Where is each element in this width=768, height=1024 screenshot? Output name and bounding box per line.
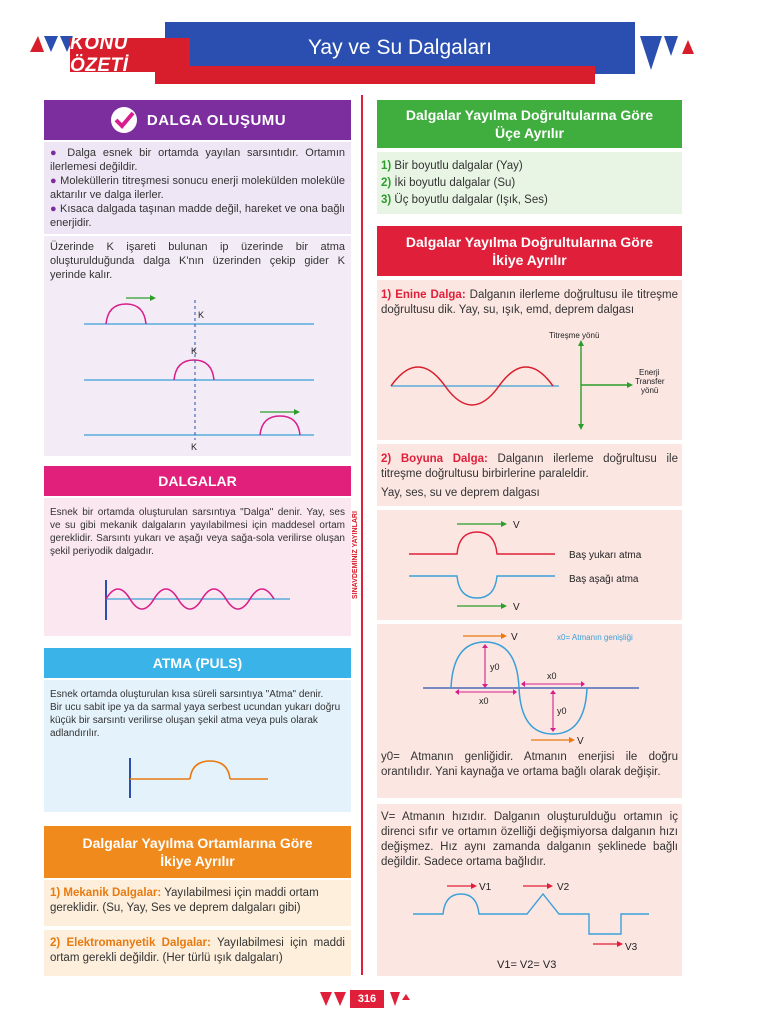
ortam-header	[44, 826, 351, 878]
atma-diagram	[124, 752, 284, 802]
boyuna-panel	[377, 444, 682, 506]
list-text: Üç boyutlu dalgalar (Işık, Ses)	[391, 194, 548, 206]
dalga-olusumu-bullets	[44, 142, 351, 234]
v-label: V	[513, 520, 520, 531]
list-item	[381, 192, 678, 209]
velocity-equation: V1= V2= V3	[497, 959, 557, 971]
bas-panel	[377, 510, 682, 620]
list-text: İki boyutlu dalgalar (Su)	[391, 177, 516, 189]
dalga-olusumu-text: Üzerinde K işareti bulunan ip üzerinde bir atma oluşturulduğunda dalga K'nın üzerinden çekip gider K yerinde kalır.	[50, 241, 345, 281]
transfer-label: Transfer	[635, 377, 665, 386]
page-number: 316	[350, 990, 384, 1008]
iki-title-line1: Dalgalar Yayılma Doğrultularına Göre	[405, 234, 654, 250]
elektromanyetik-item	[44, 930, 351, 976]
mekanik-label: 1) Mekanik Dalgalar:	[50, 887, 162, 899]
ortam-title-line1: Dalgalar Yayılma Ortamlarına Göre	[82, 835, 313, 851]
bullet-item: ● Kısaca dalgada taşınan madde değil, hareket ve ona bağlı enerjidir.	[50, 203, 345, 229]
publisher-vertical-text: SINAVDEMİNİZ YAYINLARI	[352, 511, 359, 599]
footer-left-chevron-icon	[318, 990, 348, 1008]
header-right-chevron-icon	[640, 34, 700, 74]
k-label: K	[198, 310, 205, 320]
boyuna-label: 2) Boyuna Dalga:	[381, 453, 488, 465]
header-red-stripe	[155, 66, 595, 84]
dalgalar-header: DALGALAR	[44, 466, 351, 496]
dalga-olusumu-header	[44, 100, 351, 140]
y0-label: y0	[557, 706, 567, 716]
atma-text1: Esnek ortamda oluşturulan kısa süreli sarsıntıya "Atma" denir.	[50, 689, 324, 700]
v-label: V	[511, 632, 518, 643]
list-num: 3)	[381, 194, 392, 206]
iki-title-line2: İkiye Ayrılır	[492, 252, 567, 268]
page-title: Yay ve Su Dalgaları	[307, 36, 493, 59]
atma-text2: Bir ucu sabit ipe ya da sarmal yaya serbest ucundan yukarı doğru küçük bir sarsıntı verilirse oluşan şekil atma veya puls olarak adlandırılır.	[50, 702, 341, 739]
bullet-text: Dalga esnek bir ortamda yayılan sarsıntıdır. Ortamın ilerlemesi değildir.	[50, 147, 345, 173]
enine-diagram	[377, 328, 682, 436]
konu-ozeti-badge: KONU ÖZETİ	[70, 38, 190, 72]
list-item	[381, 158, 678, 175]
bullet-item: ● Moleküllerin titreşmesi sonucu enerji molekülden moleküle aktarılır ve dalga ilerler.	[50, 175, 345, 201]
k-rope-diagram	[44, 292, 351, 456]
uc-header	[377, 100, 682, 148]
enine-panel	[377, 280, 682, 440]
dalgalar-panel	[44, 498, 351, 636]
titresme-label: Titreşme yönü	[549, 331, 600, 340]
genlik-panel	[377, 624, 682, 798]
boyuna-text: Dalganın ilerleme doğrultusu ile titreşme doğrultusu birbirlerine paraleldir.	[381, 453, 678, 480]
list-item	[381, 175, 678, 192]
check-icon	[109, 105, 139, 135]
ortam-title-line2: İkiye Ayrılır	[160, 853, 235, 869]
list-num: 1)	[381, 160, 392, 172]
elektromanyetik-label: 2) Elektromanyetik Dalgalar:	[50, 937, 211, 949]
list-num: 2)	[381, 177, 392, 189]
k-label: K	[191, 346, 198, 356]
bas-asagi-label: Baş aşağı atma	[569, 574, 639, 585]
v2-label: V2	[557, 882, 570, 893]
enine-label: 1) Enine Dalga:	[381, 289, 466, 301]
v1-label: V1	[479, 882, 492, 893]
yonu-label: yönü	[641, 386, 659, 395]
atma-header: ATMA (PULS)	[44, 648, 351, 678]
bullet-text: Kısaca dalgada taşınan madde değil, hareket ve ona bağlı enerjidir.	[50, 203, 345, 229]
dalga-olusumu-title: DALGA OLUŞUMU	[146, 111, 287, 129]
v-label: V	[513, 602, 520, 613]
x0-note: x0= Atmanın genişliği	[557, 633, 633, 642]
uc-list	[377, 152, 682, 214]
iki-header	[377, 226, 682, 276]
mekanik-text: Yayılabilmesi için maddi ortam gereklidir. (Su, Yay, Ses ve deprem dalgaları gibi)	[50, 887, 319, 914]
atma-panel	[44, 680, 351, 812]
dalga-olusumu-figure-panel	[44, 236, 351, 456]
mekanik-item	[44, 880, 351, 926]
hiz-diagram	[377, 878, 682, 976]
bas-diagram	[377, 510, 682, 620]
y0-label: y0	[490, 662, 500, 672]
bas-yukari-label: Baş yukarı atma	[569, 550, 642, 561]
enerji-label: Enerji	[639, 368, 660, 377]
dalgalar-text: Esnek bir ortamda oluşturulan sarsıntıya "Dalga" denir. Yay, ses ve su gibi mekanik dalgaların yayılabilmesi için maddesel ortam gereklidir. Sarsıntı yukarı ve aşağı veya sağa-sola verilirse oluşan şekil periyodik dalgadır.	[50, 507, 345, 557]
v3-label: V3	[625, 942, 638, 953]
hiz-text: V= Atmanın hızıdır. Dalganın oluşturulduğu ortamın iç direnci sıfır ve ortamın özelliği değişmiyorsa dalganın hızı değişmez. Hız aynı zamanda dalganın şeklinede bağlı değildir. Sadece ortama bağlıdır.	[381, 811, 678, 868]
x0-label: x0	[547, 671, 557, 681]
hiz-panel	[377, 804, 682, 976]
genlik-text: y0= Atmanın genliğidir. Atmanın enerjisi ile doğru orantılıdır. Yani kaynağa ve ortama bağlı olarak değişir.	[381, 751, 678, 778]
bullet-item: ● Dalga esnek bir ortamda yayılan sarsıntıdır. Ortamın ilerlemesi değildir.	[50, 147, 345, 173]
genlik-diagram	[377, 624, 682, 748]
periodic-wave-diagram	[94, 576, 294, 626]
footer-right-chevron-icon	[388, 990, 412, 1008]
list-text: Bir boyutlu dalgalar (Yay)	[391, 160, 523, 172]
k-label: K	[191, 442, 198, 452]
x0-label: x0	[479, 696, 489, 706]
uc-title-line1: Dalgalar Yayılma Doğrultularına Göre	[405, 107, 654, 123]
boyuna-examples: Yay, ses, su ve deprem dalgası	[381, 487, 540, 499]
bullet-text: Moleküllerin titreşmesi sonucu enerji molekülden moleküle aktarılır ve dalga ilerler.	[50, 175, 345, 201]
elektromanyetik-text: Yayılabilmesi için maddi ortam gerekli değildir. (Her türlü ışık dalgaları)	[50, 937, 345, 964]
v-label: V	[577, 736, 584, 747]
uc-title-line2: Üçe Ayrılır	[495, 125, 564, 141]
enine-text: Dalganın ilerleme doğrultusu ile titreşme doğrultusu dik. Yay, su, ışık, emd, deprem dalgası	[381, 289, 678, 316]
